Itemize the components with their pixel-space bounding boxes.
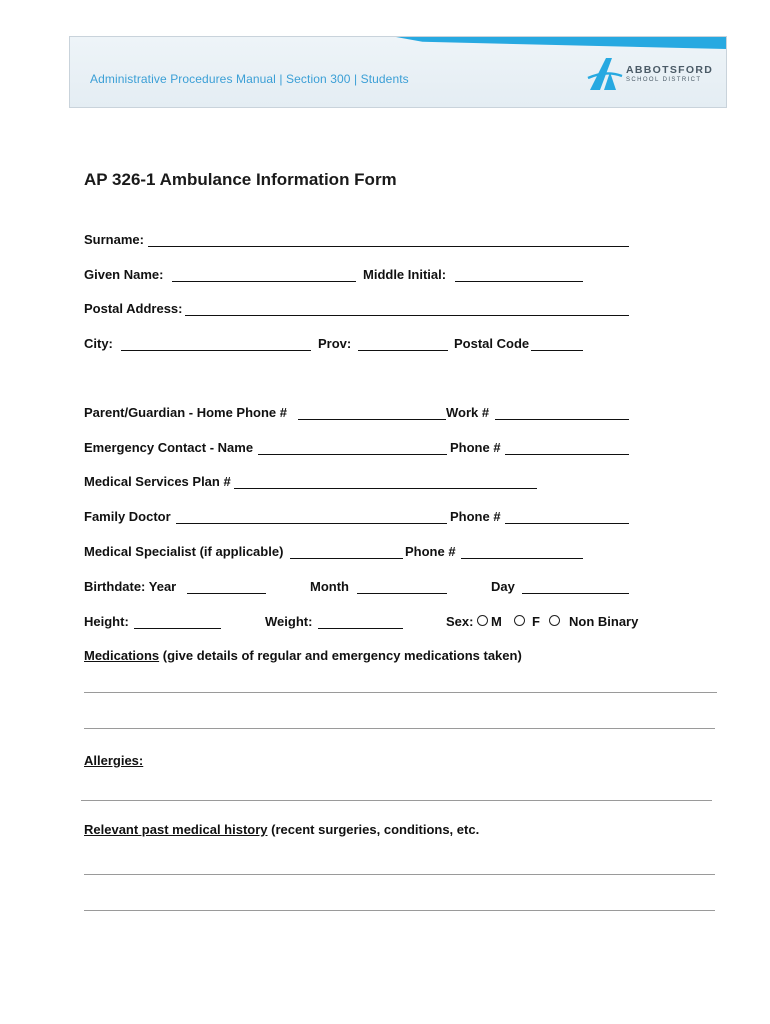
specialist-field[interactable] [290, 558, 403, 559]
given-name-label: Given Name: [84, 267, 164, 282]
sex-nonbinary-label: Non Binary [569, 614, 639, 629]
birthdate-year-field[interactable] [187, 593, 266, 594]
city-field[interactable] [121, 350, 311, 351]
postal-code-label: Postal Code [454, 336, 530, 351]
medications-line-2[interactable] [84, 728, 715, 729]
history-label: Relevant past medical history [84, 822, 268, 837]
work-phone-field[interactable] [495, 419, 629, 420]
middle-initial-field[interactable] [455, 281, 583, 282]
header-banner [69, 36, 727, 108]
family-doctor-label: Family Doctor [84, 509, 171, 524]
medications-line-1[interactable] [84, 692, 717, 693]
prov-label: Prov: [318, 336, 352, 351]
msp-label: Medical Services Plan # [84, 474, 231, 489]
sex-m-radio[interactable] [477, 615, 488, 626]
birthdate-day-label: Day [491, 579, 515, 594]
postal-address-field[interactable] [185, 315, 629, 316]
history-line-2[interactable] [84, 910, 715, 911]
given-name-field[interactable] [172, 281, 356, 282]
specialist-phone-label: Phone # [405, 544, 456, 559]
history-note: (recent surgeries, conditions, etc. [267, 822, 480, 837]
sex-nonbinary-radio[interactable] [549, 615, 560, 626]
middle-initial-label: Middle Initial: [363, 267, 447, 282]
prov-field[interactable] [358, 350, 448, 351]
doctor-phone-label: Phone # [450, 509, 501, 524]
postal-code-field[interactable] [531, 350, 583, 351]
birthdate-day-field[interactable] [522, 593, 629, 594]
birthdate-month-field[interactable] [357, 593, 447, 594]
birthdate-month-label: Month [310, 579, 349, 594]
allergies-label: Allergies: [84, 753, 144, 768]
sex-f-label: F [532, 614, 540, 629]
sex-f-radio[interactable] [514, 615, 525, 626]
logo-a-icon [586, 54, 626, 94]
emergency-phone-field[interactable] [505, 454, 629, 455]
medications-label: Medications [84, 648, 160, 663]
surname-label: Surname: [84, 232, 144, 247]
specialist-phone-field[interactable] [461, 558, 583, 559]
allergies-line-1[interactable] [81, 800, 712, 801]
logo-text-primary: ABBOTSFORD [626, 64, 714, 76]
sex-label: Sex: [446, 614, 474, 629]
weight-field[interactable] [318, 628, 403, 629]
height-field[interactable] [134, 628, 221, 629]
emergency-contact-field[interactable] [258, 454, 447, 455]
home-phone-field[interactable] [298, 419, 446, 420]
home-phone-label: Parent/Guardian - Home Phone # [84, 405, 287, 420]
weight-label: Weight: [265, 614, 313, 629]
logo-text-secondary: SCHOOL DISTRICT [626, 77, 702, 83]
postal-address-label: Postal Address: [84, 301, 183, 316]
header-text: Administrative Procedures Manual | Section 300 | Students [90, 72, 409, 86]
district-logo [586, 54, 714, 94]
surname-field[interactable] [148, 246, 629, 247]
specialist-label: Medical Specialist (if applicable) [84, 544, 284, 559]
work-phone-label: Work # [446, 405, 490, 420]
header-accent-stripe [396, 37, 726, 49]
msp-field[interactable] [234, 488, 537, 489]
birthdate-year-label: Birthdate: Year [84, 579, 177, 594]
history-heading [84, 822, 479, 840]
history-line-1[interactable] [84, 874, 715, 875]
medications-note: (give details of regular and emergency medications taken) [159, 648, 522, 663]
family-doctor-field[interactable] [176, 523, 447, 524]
height-label: Height: [84, 614, 129, 629]
emergency-phone-label: Phone # [450, 440, 501, 455]
emergency-contact-label: Emergency Contact - Name [84, 440, 254, 455]
medications-heading [84, 648, 522, 666]
page-title: AP 326-1 Ambulance Information Form [84, 170, 397, 189]
city-label: City: [84, 336, 113, 351]
sex-m-label: M [491, 614, 502, 629]
doctor-phone-field[interactable] [505, 523, 629, 524]
